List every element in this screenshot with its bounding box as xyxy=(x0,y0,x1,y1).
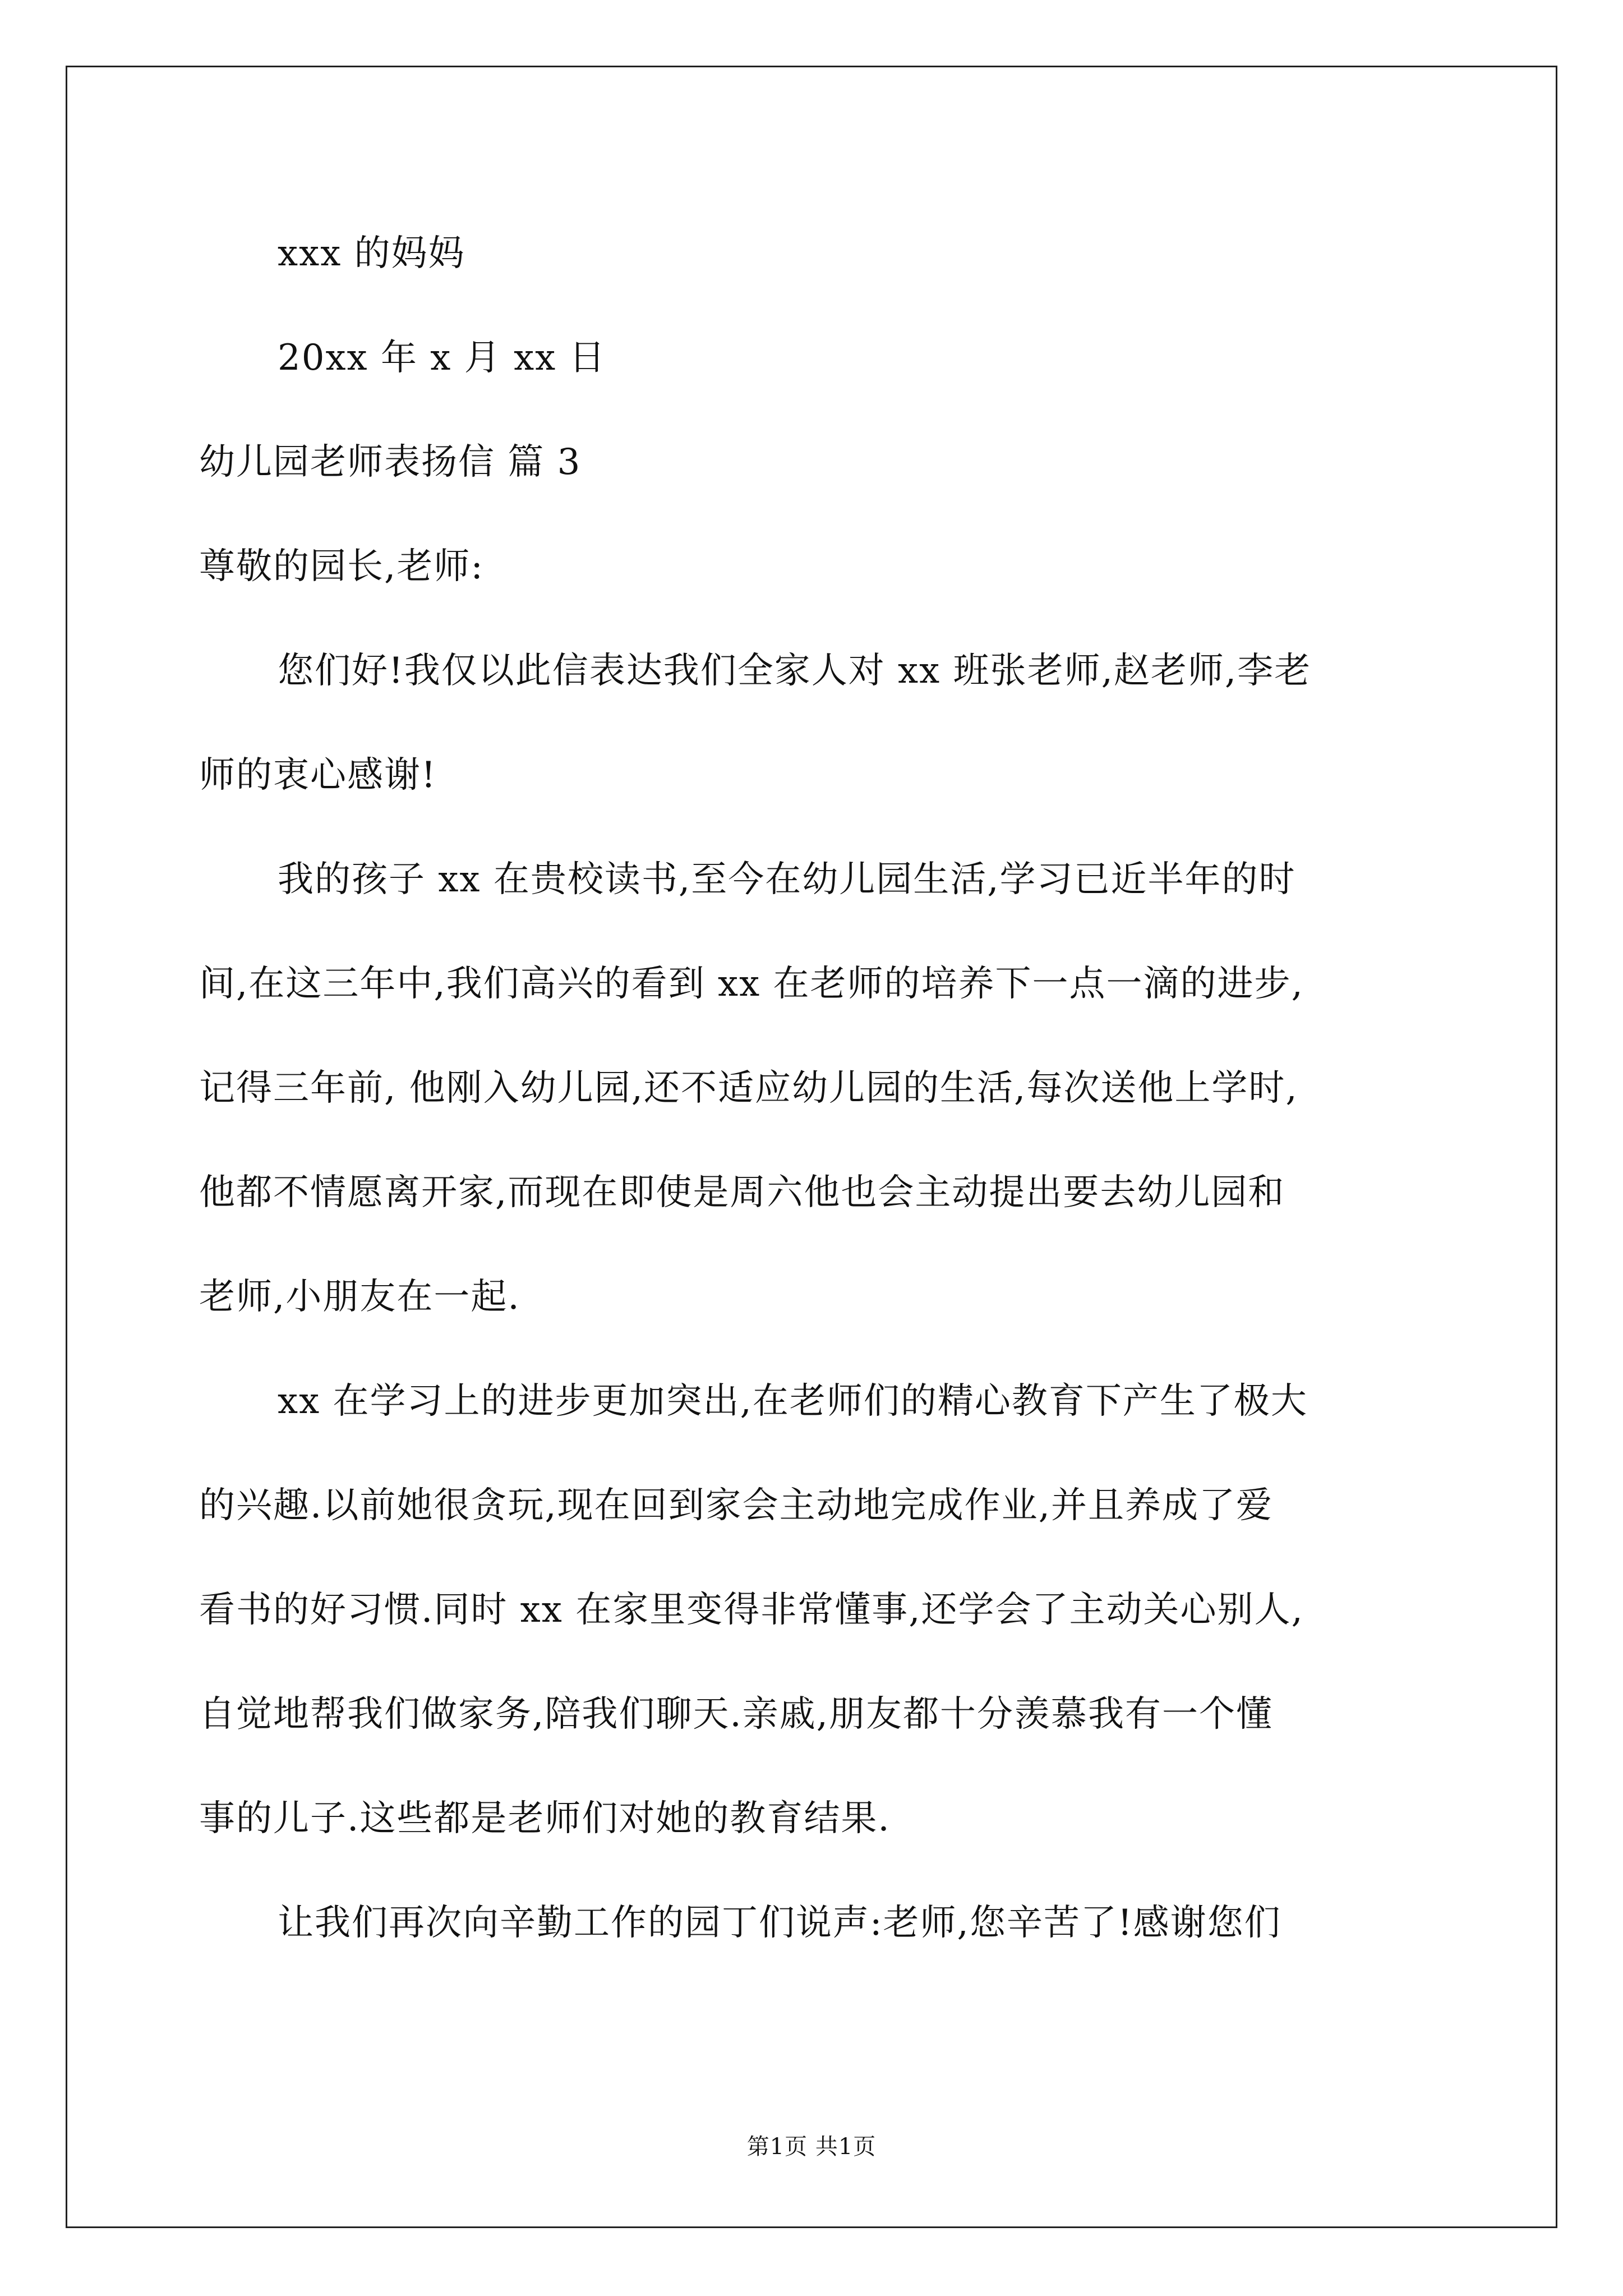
paragraph-line: 的兴趣.以前她很贪玩,现在回到家会主动地完成作业,并且养成了爱 xyxy=(199,1485,1274,1526)
paragraph-line: 我的孩子 xx 在贵校读书,至今在幼儿园生活,学习已近半年的时 xyxy=(278,859,1296,900)
paragraph-line: 老师,小朋友在一起. xyxy=(199,1276,520,1318)
section-title: 幼儿园老师表扬信 篇 3 xyxy=(199,441,582,483)
paragraph-line: 间,在这三年中,我们高兴的看到 xx 在老师的培养下一点一滴的进步, xyxy=(199,963,1304,1005)
paragraph-line: 看书的好习惯.同时 xx 在家里变得非常懂事,还学会了主动关心别人, xyxy=(199,1589,1304,1631)
paragraph-line: 自觉地帮我们做家务,陪我们聊天.亲戚,朋友都十分羡慕我有一个懂 xyxy=(199,1694,1274,1735)
salutation: 尊敬的园长,老师: xyxy=(199,546,484,587)
page-number-footer: 第1页 共1页 xyxy=(746,2134,877,2160)
paragraph-line: 师的衷心感谢! xyxy=(199,754,437,796)
paragraph-line: 您们好!我仅以此信表达我们全家人对 xx 班张老师,赵老师,李老 xyxy=(278,650,1312,692)
paragraph-line: 让我们再次向辛勤工作的园丁们说声:老师,您辛苦了!感谢您们 xyxy=(278,1902,1281,1944)
paragraph-line: xx 在学习上的进步更加突出,在老师们的精心教育下产生了极大 xyxy=(278,1381,1308,1422)
signature-date: 20xx 年 x 月 xx 日 xyxy=(278,337,606,379)
paragraph-line: 他都不情愿离开家,而现在即使是周六他也会主动提出要去幼儿园和 xyxy=(199,1172,1285,1213)
signature-name: xxx 的妈妈 xyxy=(278,233,465,274)
paragraph-line: 事的儿子.这些都是老师们对她的教育结果. xyxy=(199,1798,891,1839)
paragraph-line: 记得三年前, 他刚入幼儿园,还不适应幼儿园的生活,每次送他上学时, xyxy=(199,1068,1298,1109)
